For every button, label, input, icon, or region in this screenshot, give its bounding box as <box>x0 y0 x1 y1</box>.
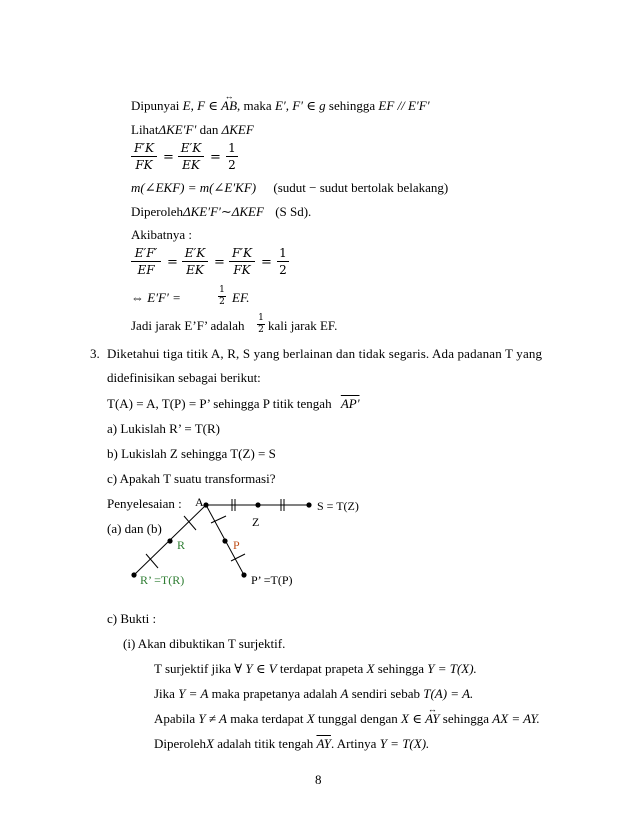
label-r: R <box>177 538 186 552</box>
question-c: c) Apakah T suatu transformasi? <box>107 471 276 486</box>
proof-line-4 <box>154 736 429 752</box>
numerator: E′F′ <box>134 246 158 260</box>
line-ay: ↔ AY <box>425 711 439 726</box>
math: EF // E′F′ <box>378 98 430 113</box>
denominator: EF <box>137 263 155 277</box>
text: Lihat <box>131 122 159 137</box>
denominator: 2 <box>219 297 225 307</box>
text: sehingga <box>325 98 379 113</box>
point-rprime <box>131 572 136 577</box>
equals-sign: = <box>210 150 221 165</box>
denominator: 2 <box>228 158 236 172</box>
text: Jadi jarak E’F’ adalah <box>131 318 245 333</box>
text: Diperoleh <box>154 736 206 751</box>
note: (S Sd). <box>275 204 312 219</box>
math: A <box>340 686 349 701</box>
question-number: 3. <box>90 346 100 361</box>
text: adalah titik tengah <box>213 736 317 751</box>
denominator: EK <box>186 263 204 277</box>
proof-line-2 <box>154 686 473 702</box>
point-z <box>255 502 260 507</box>
math: AX = AY. <box>492 711 540 726</box>
text: Apabila <box>154 711 199 726</box>
point-pprime <box>241 572 246 577</box>
segment-ap: AP' <box>340 396 360 411</box>
math: E′, F′ ∈ g <box>274 98 326 113</box>
numerator: E′K <box>180 141 202 155</box>
math: Y = A <box>178 686 209 701</box>
proof-line-1 <box>154 661 477 677</box>
question-b: b) Lukislah Z sehingga T(Z) = S <box>107 446 276 461</box>
math: m(∠EKF) = m(∠E′KF) <box>131 180 257 195</box>
line-jadi-suffix: kali jarak EF. <box>268 318 338 333</box>
math: X <box>306 711 315 726</box>
point-r <box>167 538 172 543</box>
point-a <box>203 502 208 507</box>
math: Y ≠ A <box>198 711 227 726</box>
numerator: F′K <box>133 141 154 155</box>
numerator: 1 <box>279 246 287 260</box>
denominator: 2 <box>279 263 287 277</box>
numerator: F′K <box>231 246 252 260</box>
math: ⇔ E′F′ = <box>131 290 181 305</box>
label-z: Z <box>252 515 260 529</box>
question-text: Diketahui tiga titik A, R, S yang berlainan dan tidak segaris. Ada padanan T yang <box>107 346 543 361</box>
text: Diperoleh <box>131 204 183 219</box>
math: X ∈ <box>401 711 426 726</box>
text: dan <box>196 122 222 137</box>
text: Jika <box>154 686 179 701</box>
math: Y = T(X). <box>427 661 477 676</box>
equals-sign: = <box>163 150 174 165</box>
question-text: didefinisikan sebagai berikut: <box>107 370 261 385</box>
text: , maka <box>237 98 275 113</box>
text: . Artinya <box>330 736 380 751</box>
text: Akibatnya : <box>131 227 193 242</box>
denominator: FK <box>233 263 251 277</box>
proof-line-3 <box>154 711 540 727</box>
math: ΔKEF <box>221 122 254 137</box>
question-a: a) Lukislah R’ = T(R) <box>107 421 220 436</box>
text: maka terdapat <box>226 711 307 726</box>
text: Dipunyai <box>131 98 183 113</box>
numerator: 1 <box>219 285 225 295</box>
label-p: P <box>233 538 240 552</box>
math: ΔKE′F′∼ΔKEF <box>182 204 264 219</box>
text: terdapat prapeta <box>276 661 367 676</box>
proof-title: c) Bukti : <box>107 611 157 626</box>
math: X <box>205 736 214 751</box>
point-p <box>222 538 227 543</box>
equals-sign: = <box>167 255 178 270</box>
denominator: EK <box>182 158 200 172</box>
text: maka prapetanya adalah <box>208 686 341 701</box>
text: sehingga <box>439 711 493 726</box>
line-ab: ↔ AB <box>221 98 237 113</box>
label-rprime: R’ =T(R) <box>140 573 185 587</box>
denominator: 2 <box>258 325 264 335</box>
math: E, F ∈ <box>182 98 222 113</box>
math: T(A) = A. <box>423 686 474 701</box>
text: tunggal dengan <box>314 711 401 726</box>
math: ΔKE′F′ <box>158 122 197 137</box>
denominator: FK <box>135 158 153 172</box>
math: ∀ Y ∈ V <box>234 661 277 676</box>
numerator: 1 <box>258 313 264 323</box>
text: sendiri sebab <box>348 686 424 701</box>
label-a: A <box>195 495 204 509</box>
proof-step-i: (i) Akan dibuktikan T surjektif. <box>123 636 286 651</box>
segment-ay: $\overline{AY}$ <box>316 736 331 751</box>
numerator: E′K <box>184 246 206 260</box>
point-s <box>306 502 311 507</box>
note: (sudut − sudut bertolak belakang) <box>273 180 449 195</box>
equals-sign: = <box>261 255 272 270</box>
text: T(A) = A, T(P) = P’ sehingga P titik tengah <box>107 396 332 411</box>
solution-label: Penyelesaian : <box>107 496 182 511</box>
equals-sign: = <box>214 255 225 270</box>
label-s: S = T(Z) <box>317 499 359 513</box>
line-equivalent-suffix: EF. <box>232 290 250 305</box>
math: Y = T(X). <box>379 736 430 751</box>
text: sehingga <box>374 661 428 676</box>
label-pprime: P’ =T(P) <box>251 573 293 587</box>
numerator: 1 <box>228 141 236 155</box>
solution-ab-label: (a) dan (b) <box>107 521 162 536</box>
math: X <box>366 661 375 676</box>
page-number: 8 <box>315 772 322 787</box>
text: T surjektif jika <box>154 661 235 676</box>
